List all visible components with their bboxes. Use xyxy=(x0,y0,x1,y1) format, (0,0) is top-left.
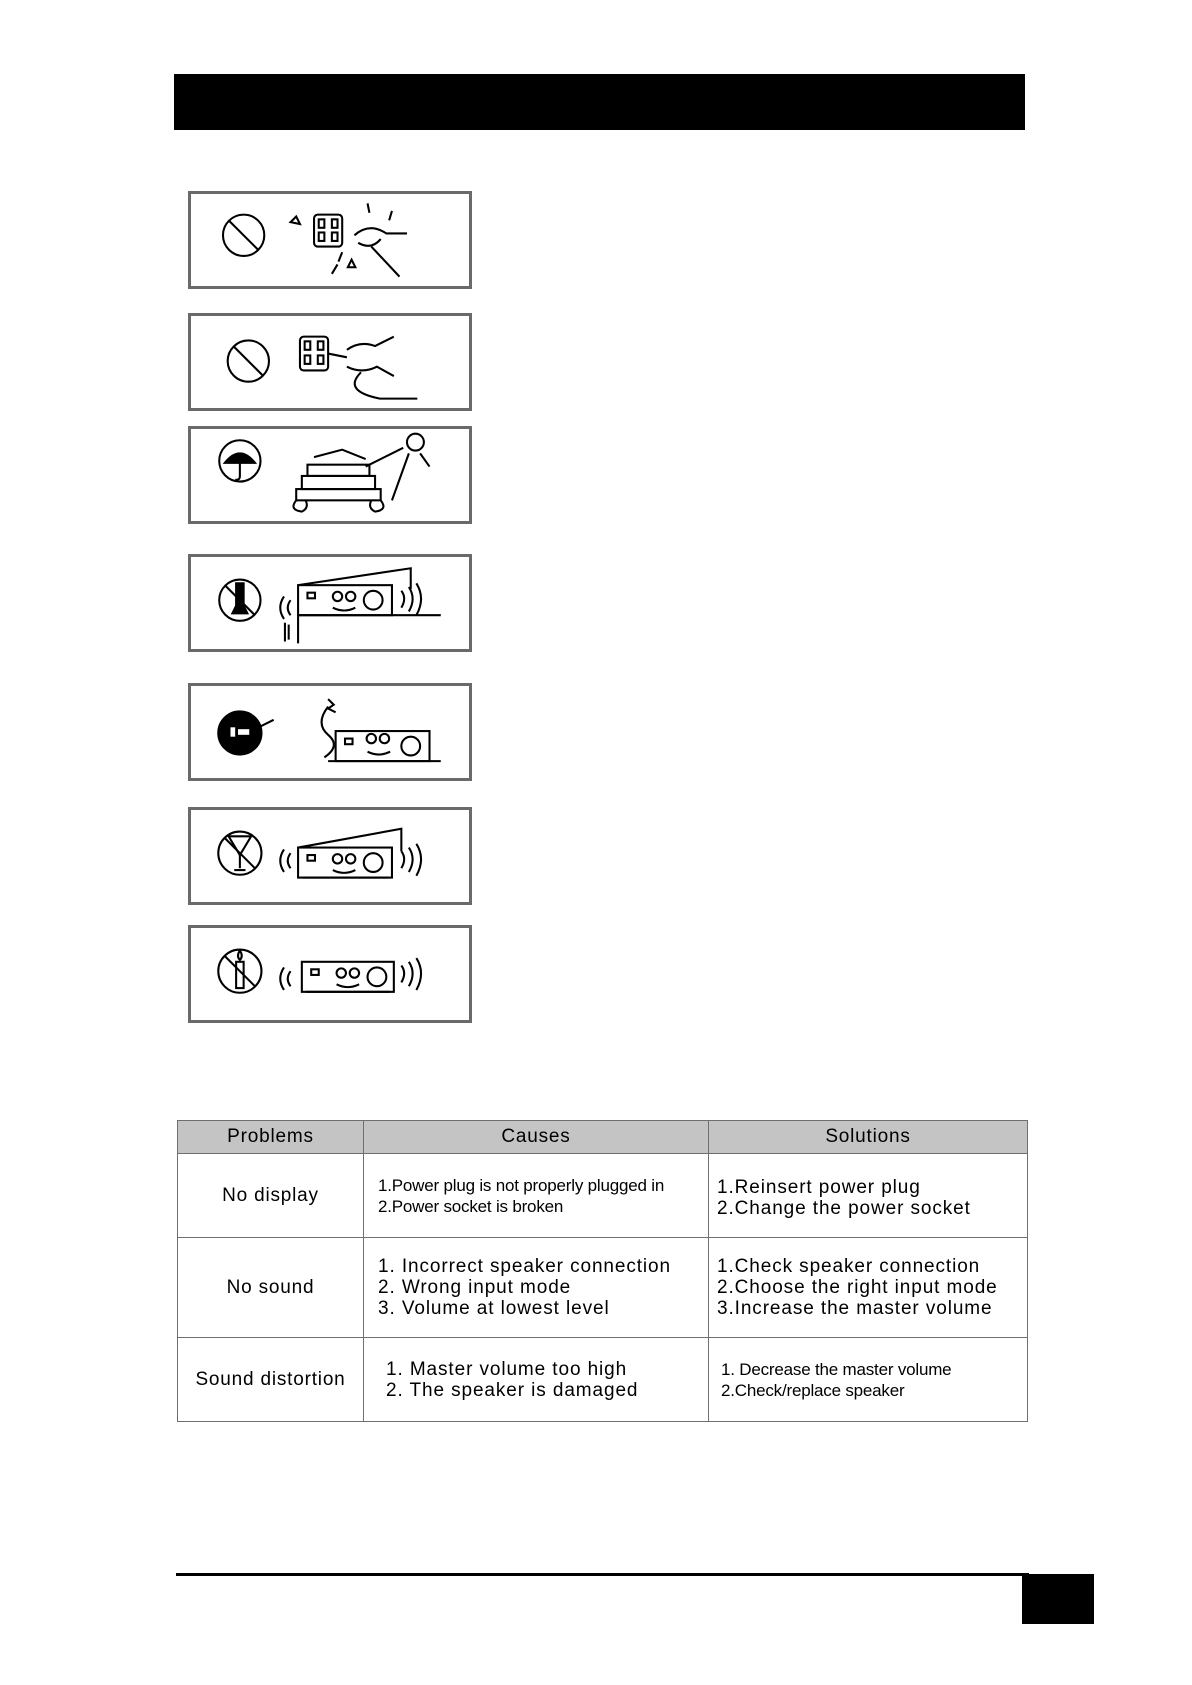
header-bar xyxy=(174,74,1025,130)
safety-icon-wet-hands xyxy=(188,191,472,289)
solution-item: 2.Choose the right input mode xyxy=(717,1277,998,1298)
safety-icon-no-flame xyxy=(188,925,472,1023)
causes-cell xyxy=(364,1238,709,1338)
solution-item: 2.Change the power socket xyxy=(717,1197,971,1219)
causes-cell xyxy=(364,1338,709,1422)
problem-cell: Sound distortion xyxy=(178,1338,364,1422)
cause-item: 1. Incorrect speaker connection xyxy=(378,1256,671,1277)
wall-socket-icon xyxy=(300,337,328,371)
wet-hand-plug-icon xyxy=(291,203,407,276)
no-tool-icon xyxy=(219,580,260,621)
table-row xyxy=(178,1338,1028,1422)
solution-item: 2.Check/replace speaker xyxy=(721,1380,905,1400)
cause-item: 2. Wrong input mode xyxy=(378,1277,572,1298)
table-row xyxy=(178,1238,1028,1338)
safety-icon-unstable-surface xyxy=(188,554,472,652)
prohibition-icon xyxy=(228,340,269,381)
table-header-row xyxy=(178,1121,1028,1154)
solutions-cell xyxy=(709,1338,1028,1422)
prohibition-icon xyxy=(223,215,264,256)
safety-icon-unplug xyxy=(188,683,472,781)
amplifier-with-cord-icon xyxy=(322,699,441,761)
vibrating-amplifier-icon xyxy=(280,958,421,992)
solutions-cell xyxy=(709,1154,1028,1238)
header-solutions: Solutions xyxy=(709,1121,1028,1154)
table-row xyxy=(178,1154,1028,1238)
solution-item: 1.Reinsert power plug xyxy=(717,1176,921,1198)
cause-item: 3. Volume at lowest level xyxy=(378,1298,610,1319)
solution-item: 3.Increase the master volume xyxy=(717,1298,993,1319)
safety-icon-no-liquids xyxy=(188,807,472,905)
no-drink-icon xyxy=(218,832,261,875)
vibrating-amplifier-icon xyxy=(280,568,441,643)
header-problems: Problems xyxy=(178,1121,364,1154)
safety-icon-pull-cord xyxy=(188,313,472,411)
no-candle-icon xyxy=(218,950,261,993)
page-number-tab xyxy=(1022,1574,1094,1624)
problem-cell: No display xyxy=(178,1154,364,1238)
solutions-cell xyxy=(709,1238,1028,1338)
problem-cell: No sound xyxy=(178,1238,364,1338)
sun-icon xyxy=(366,434,430,501)
cause-item: 1. Master volume too high xyxy=(386,1358,628,1380)
wall-socket-icon xyxy=(314,215,342,247)
troubleshooting-table xyxy=(177,1120,1028,1422)
hand-pulling-cord-icon xyxy=(328,337,417,399)
safety-icon-rain-sun xyxy=(188,426,472,524)
solution-item: 1.Check speaker connection xyxy=(717,1256,981,1277)
umbrella-icon xyxy=(219,440,260,481)
solution-item: 1. Decrease the master volume xyxy=(721,1359,952,1379)
stacked-equipment-icon xyxy=(293,450,383,512)
unplug-icon xyxy=(218,711,273,754)
cause-item: 2. The speaker is damaged xyxy=(386,1379,639,1401)
cause-item: 1.Power plug is not properly plugged in xyxy=(378,1175,665,1195)
header-causes: Causes xyxy=(364,1121,709,1154)
cause-item: 2.Power socket is broken xyxy=(378,1196,564,1216)
causes-cell xyxy=(364,1154,709,1238)
footer-rule xyxy=(176,1573,1029,1576)
vibrating-amplifier-icon xyxy=(280,829,421,878)
